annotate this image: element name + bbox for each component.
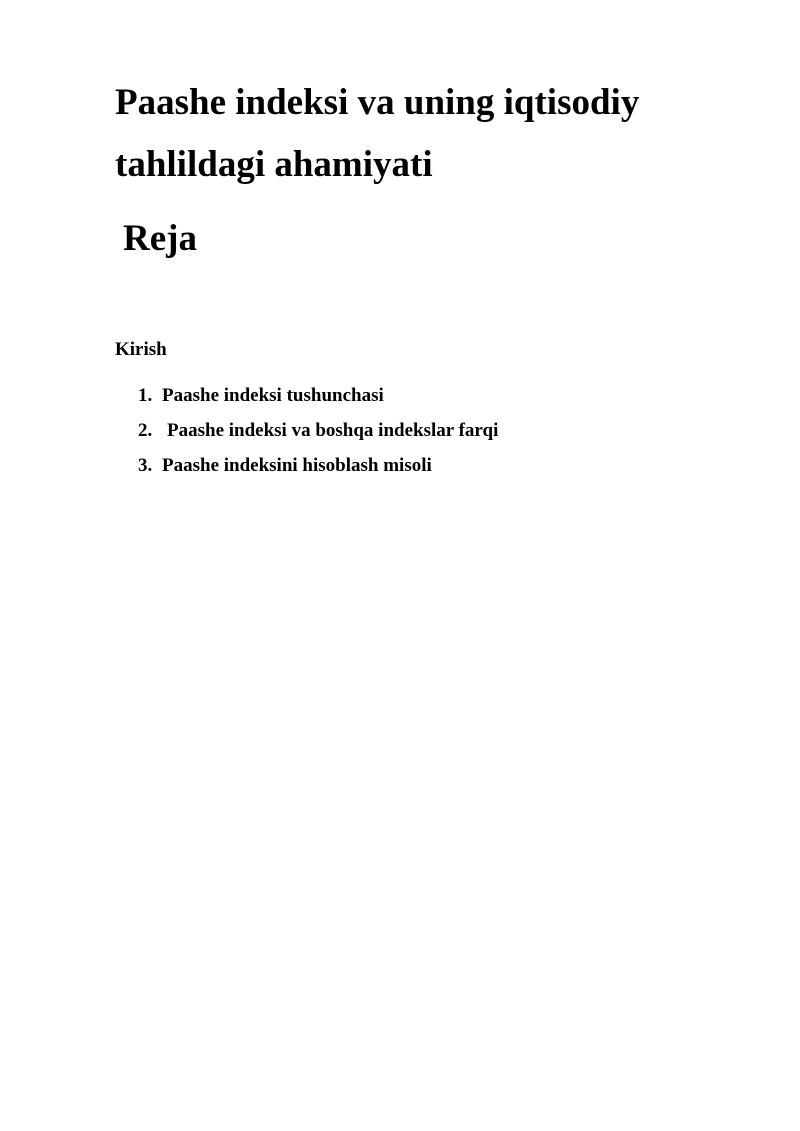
plan-item-number: 1. [138, 385, 153, 406]
document-title-line-2: tahlildagi ahamiyati [115, 144, 433, 185]
plan-list [138, 383, 498, 488]
plan-list-item [138, 418, 498, 453]
plan-item-text: Paashe indeksi tushunchasi [162, 385, 384, 406]
document-title [115, 72, 735, 196]
plan-item-number: 3. [138, 455, 153, 476]
plan-item-number: 2. [138, 420, 153, 441]
plan-item-text: Paashe indeksi va boshqa indekslar farqi [167, 420, 499, 441]
plan-item-text: Paashe indeksini hisoblash misoli [162, 455, 432, 476]
plan-list-item [138, 453, 498, 488]
plan-heading: Reja [123, 218, 197, 259]
plan-list-item [138, 383, 498, 418]
intro-label: Kirish [115, 339, 167, 360]
document-title-line-1: Paashe indeksi va uning iqtisodiy [115, 82, 640, 123]
